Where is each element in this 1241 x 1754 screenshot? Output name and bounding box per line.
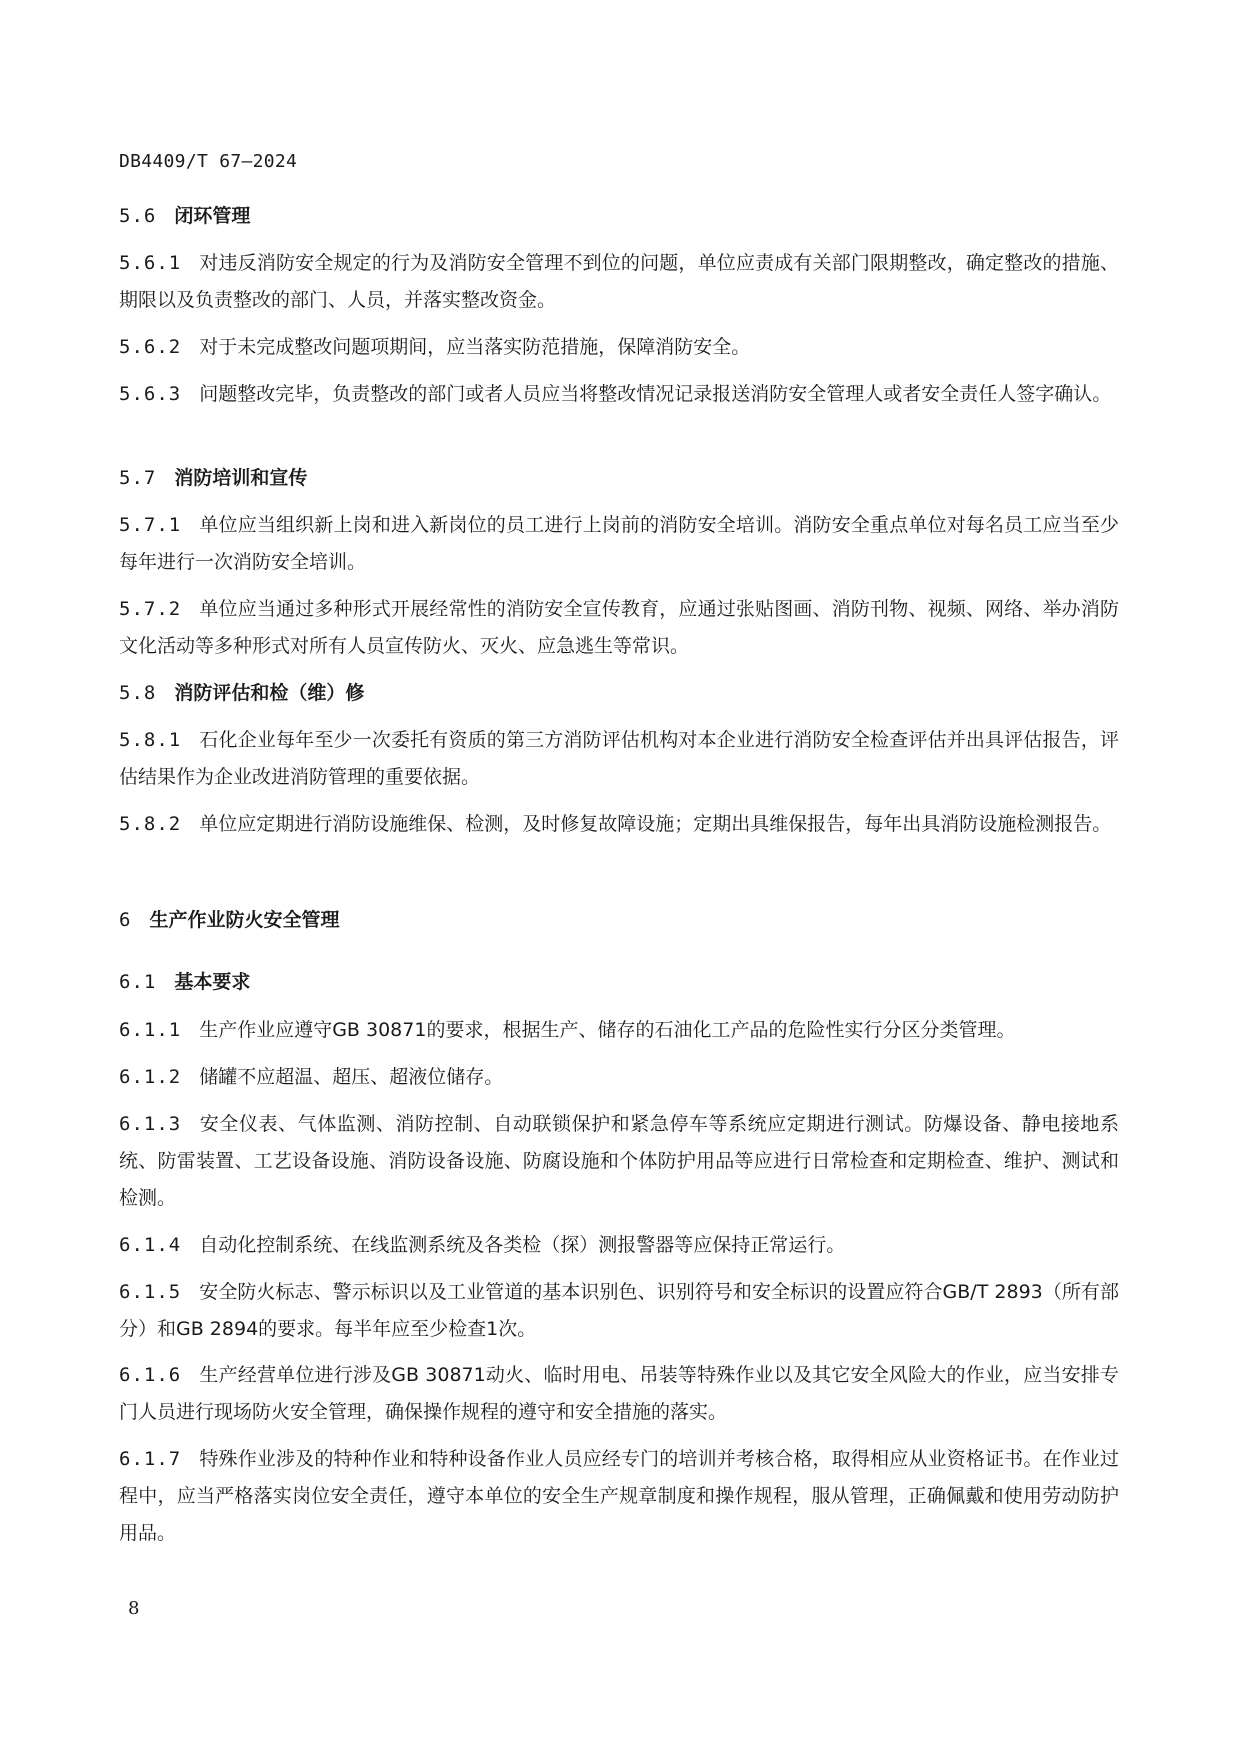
section-title: 消防评估和检（维）修 — [174, 682, 365, 704]
clause-text: 生产作业应遵守GB 30871的要求，根据生产、储存的石油化工产品的危险性实行分区分类管理。 — [199, 1019, 1016, 1041]
clause-5-7-2 — [119, 591, 1119, 665]
clause-6-1-1 — [119, 1012, 1119, 1049]
clause-6-1-7 — [119, 1441, 1119, 1552]
clause-5-8-1 — [119, 722, 1119, 796]
clause-5-8-2 — [119, 806, 1119, 843]
clause-text: 单位应当组织新上岗和进入新岗位的员工进行上岗前的消防安全培训。消防安全重点单位对每名员工应当至少每年进行一次消防安全培训。 — [119, 514, 1119, 573]
clause-number: 5.6.3 — [119, 383, 182, 405]
section-5-6-heading — [119, 198, 1119, 235]
clause-number: 6.1.5 — [119, 1281, 182, 1303]
clause-6-1-4 — [119, 1227, 1119, 1264]
clause-number: 6.1.4 — [119, 1234, 182, 1256]
clause-text: 储罐不应超温、超压、超液位储存。 — [199, 1066, 504, 1088]
clause-number: 6.1.6 — [119, 1364, 182, 1386]
clause-5-6-2 — [119, 329, 1119, 366]
clause-text: 生产经营单位进行涉及GB 30871动火、临时用电、吊装等特殊作业以及其它安全风险大的作业，应当安排专门人员进行现场防火安全管理，确保操作规程的遵守和安全措施的落实。 — [119, 1364, 1119, 1423]
clause-6-1-5 — [119, 1274, 1119, 1348]
clause-number: 5.7.1 — [119, 514, 182, 536]
clause-number: 6.1.2 — [119, 1066, 182, 1088]
clause-6-1-6 — [119, 1357, 1119, 1431]
chapter-number: 6 — [119, 909, 132, 931]
clause-text: 单位应当通过多种形式开展经常性的消防安全宣传教育，应通过张贴图画、消防刊物、视频、网络、举办消防文化活动等多种形式对所有人员宣传防火、灭火、应急逃生等常识。 — [119, 598, 1119, 657]
clause-number: 6.1.3 — [119, 1113, 182, 1135]
section-title: 闭环管理 — [174, 205, 251, 227]
section-number: 5.8 — [119, 682, 157, 704]
section-number: 5.7 — [119, 467, 157, 489]
section-6-1-heading — [119, 964, 1119, 1001]
clause-6-1-2 — [119, 1059, 1119, 1096]
clause-number: 5.6.1 — [119, 252, 182, 274]
clause-number: 5.8.2 — [119, 813, 182, 835]
clause-6-1-3 — [119, 1106, 1119, 1217]
clause-text: 安全防火标志、警示标识以及工业管道的基本识别色、识别符号和安全标识的设置应符合GB/T 2893（所有部分）和GB 2894的要求。每半年应至少检查1次。 — [119, 1281, 1119, 1340]
section-number: 5.6 — [119, 205, 157, 227]
section-title: 消防培训和宣传 — [174, 467, 308, 489]
chapter-title: 生产作业防火安全管理 — [149, 909, 340, 931]
clause-text: 对于未完成整改问题项期间，应当落实防范措施，保障消防安全。 — [199, 336, 751, 358]
clause-number: 5.6.2 — [119, 336, 182, 358]
clause-number: 6.1.1 — [119, 1019, 182, 1041]
clause-text: 对违反消防安全规定的行为及消防安全管理不到位的问题，单位应责成有关部门限期整改，确定整改的措施、期限以及负责整改的部门、人员，并落实整改资金。 — [119, 252, 1119, 311]
section-number: 6.1 — [119, 971, 157, 993]
clause-text: 自动化控制系统、在线监测系统及各类检（探）测报警器等应保持正常运行。 — [199, 1234, 846, 1256]
page-number: 8 — [128, 1598, 140, 1619]
section-title: 基本要求 — [174, 971, 251, 993]
clause-5-6-1 — [119, 245, 1119, 319]
chapter-6-heading — [119, 902, 1119, 939]
clause-number: 5.7.2 — [119, 598, 182, 620]
clause-5-7-1 — [119, 507, 1119, 581]
clause-text: 单位应定期进行消防设施维保、检测，及时修复故障设施；定期出具维保报告，每年出具消防设施检测报告。 — [199, 813, 1112, 835]
document-code: DB4409/T 67—2024 — [119, 151, 298, 172]
clause-5-6-3 — [119, 376, 1119, 413]
clause-text: 安全仪表、气体监测、消防控制、自动联锁保护和紧急停车等系统应定期进行测试。防爆设备、静电接地系统、防雷装置、工艺设备设施、消防设备设施、防腐设施和个体防护用品等应进行日常检查和定期检查、维护、测试和检测。 — [119, 1113, 1119, 1209]
clause-text: 问题整改完毕，负责整改的部门或者人员应当将整改情况记录报送消防安全管理人或者安全责任人签字确认。 — [199, 383, 1112, 405]
clause-number: 6.1.7 — [119, 1448, 182, 1470]
clause-number: 5.8.1 — [119, 729, 182, 751]
section-5-8-heading — [119, 675, 1119, 712]
section-5-7-heading — [119, 460, 1119, 497]
clause-text: 石化企业每年至少一次委托有资质的第三方消防评估机构对本企业进行消防安全检查评估并出具评估报告，评估结果作为企业改进消防管理的重要依据。 — [119, 729, 1119, 788]
clause-text: 特殊作业涉及的特种作业和特种设备作业人员应经专门的培训并考核合格，取得相应从业资格证书。在作业过程中，应当严格落实岗位安全责任，遵守本单位的安全生产规章制度和操作规程，服从管理，正确佩戴和使用劳动防护用品。 — [119, 1448, 1119, 1544]
